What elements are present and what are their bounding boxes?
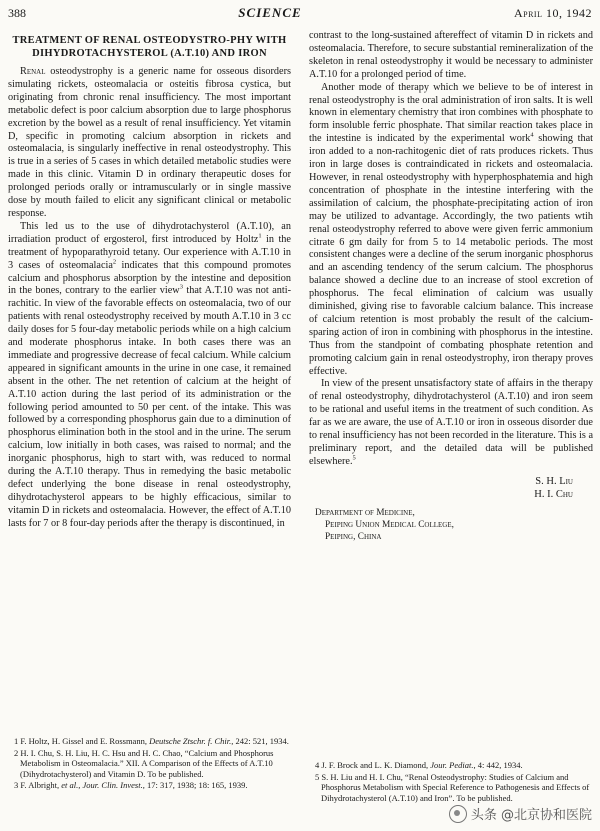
affiliation — [309, 507, 593, 543]
footnote-2: 2 H. I. Chu, S. H. Liu, H. C. Hsu and H. C. Chao, “Calcium and Phosphorus Metabolism in Osteomalacia.” XII. A Comparison of the Effects of A.T.10 (Dihydrotachysterol) and Vitamin D. To be published. — [14, 747, 274, 779]
footnotes-right — [309, 760, 593, 804]
watermark — [449, 804, 592, 823]
footnote-4: 4 J. F. Brock and L. K. Diamond, Jour. Pediat., 4: 442, 1934. — [315, 760, 523, 770]
issue-date: April 10, 1942 — [513, 5, 592, 20]
lead-word: Renal — [20, 66, 46, 77]
paragraph-4: In view of the present unsatisfactory state of affairs in the therapy of renal osteodystrophy, dihydrotachysterol (A.T.10) and iron seem to be rational and useful items in the treatment of such condition. As far as we are aware, the use of A.T.10 or iron in osseous disorder due to renal insufficiency has not been recorded in the literature. This is a preliminary report, and the detailed data will be published elsewhere.$^5$ — [309, 378, 593, 467]
footnote-1: 1 F. Holtz, H. Gissel and E. Rossmann, Deutsche Ztschr. f. Chir., 242: 521, 1934. — [14, 736, 289, 746]
affiliation-dept: Department of Medicine, — [315, 507, 415, 518]
paragraph-1: Renal osteodystrophy is a generic name for osseous disorders simulating rickets, osteomalacia or osteitis fibrosa cystica, but originating from chronic renal insufficiency. The most important metabolic defect is poor calcium absorption due to large phosphorus excretion by the bowel as a result of renal insufficiency. Yet vitamin D, specific in promoting calcium absorption in rickets and osteomalacia, is singularly ineffective in renal osteodystrophy. This is true in a series of 5 cases in which detailed metabolic studies were made in this clinic. Vitamin D in ordinary therapeutic doses for prolonged periods orally or intramuscularly or in single massive dose by mouth failed to elicit any significant clinical or metabolic response. — [8, 66, 291, 219]
paragraph-3: Another mode of therapy which we believe to be of interest in renal osteodystrophy is the oral administration of iron salts. It is well known in elementary chemistry that iron combines with phosphate to form insoluble ferric phosphate. That similar reaction takes place in the intestine is indicated by the experimental work$^4$ showing that iron added to a non-rachitogenic diet of rats produces rickets. Thus iron in large doses is contraindicated in rickets and osteomalacia. However, in renal osteodystrophy with hyperphosphatemia and high concentration of phosphate in the intestine interfering with the assimilation of calcium, the phosphate-precipitating action of iron may be utilized to advantage. Accordingly, the two patients wtih renal osteodystrophy referred to above were given ferric ammonium citrate 6 gm daily for from 5 to 14 metabolic periods. The most consistent changes were a decline of the serum inorganic phosphorus and an ascending tendency of the serum calcium. The phosphorus balance showed a decline due to an increase of stool excretion of phosphorus. The fecal elimination of calcium was usually diminished, giving rise to favorable calcium balance. This increase of calcium retention is most probably the result of the calcium-sparing action of iron in combining with phosphorus in the intestine. Thus from the standpoint of combating phosphate retention and promoting calcium gain in renal osteodystrophy, iron therapy proves effective. — [309, 81, 594, 377]
footnote-ref-3: 3 — [179, 284, 183, 291]
left-column — [8, 34, 291, 531]
right-column — [309, 30, 593, 543]
author-signature — [309, 475, 593, 501]
footnote-5: 5 S. H. Liu and H. I. Chu, “Renal Osteodystrophy: Studies of Calcium and Phosphorus Metabolism with Special Reference to Pathogenesis and Effects of Dihydrotachysterol (A.T.10) and Iron”. To be published. — [315, 771, 590, 803]
author-2: H. I. Chu — [534, 488, 573, 500]
footnote-ref-4: 4 — [530, 131, 534, 139]
watermark-text: 头条 @北京协和医院 — [470, 808, 592, 823]
article-title: TREATMENT OF RENAL OSTEODYSTRO-PHY WITH DIHYDROTACHYSTEROL (A.T.10) AND IRON — [12, 35, 287, 59]
page-number: 388 — [8, 5, 26, 20]
affiliation-city: Peiping, China — [325, 531, 382, 542]
author-1: S. H. Liu — [535, 475, 573, 487]
footnote-3: 3 F. Albright, et al., Jour. Clin. Invest., 17: 317, 1938; 18: 165, 1939. — [14, 780, 248, 791]
affiliation-college: Peiping Union Medical College, — [325, 519, 454, 530]
journal-name: SCIENCE — [238, 5, 302, 20]
footnote-ref-2: 2 — [112, 258, 117, 266]
page-header — [8, 4, 592, 22]
paragraph-2-continued: contrast to the long-sustained aftereffect of vitamin D in rickets and osteomalacia. Therefore, to secure substantial remineralization of the skeleton in renal osteodystrophy it would be necessary to administer A.T.10 for a prolonged period of time. — [309, 30, 593, 80]
footnotes-left — [8, 736, 291, 792]
footnote-ref-5: 5 — [352, 454, 356, 462]
watermark-logo-icon — [449, 805, 467, 823]
paragraph-2: This led us to the use of dihydrotachysterol (A.T.10), an irradiation product of ergosterol, first introduced by Holtz$^1$ in the treatment of hypoparathyroid tetany. Our experience with A.T.10 in 3 cases of osteomalacia$^2$ indicates that this compound promotes calcium and phosphorus absorption by the intestine and deposition in the bones, contrary to the earlier view$^3$ that A.T.10 was not anti-rachitic. In view of the favorable effects on osteomalacia, two of our patients with renal osteodystrophy received by mouth A.T.10 in 3 cc daily doses for 5 four-day metabolic periods while on a high calcium and moderate phosphorus intake. In both cases there was an immediate and progressive decrease of fecal calcium. While calcium appeared in significant amounts in the urine in one case, it remained absent in the other. The net retention of calcium at the height of A.T.10 action during the last period of its administration or the following period amounted to 50 per cent. of the intake. This was followed by a corresponding phosphorus gain due to a diminution of phosphorus elimination both in the stool and in the urine. The serum calcium, low initially in both cases, was raised to normal; and the inorganic phosphorus, high to start with, was reduced to normal during the A.T.10 therapy. Thus in remedying the basic metabolic defect underlying the bone disease in renal osteodystrophy, dihydrotachysterol appears to be highly efficacious, similar to vitamin D in rickets and osteomalacia. However, the effect of A.T.10 lasts for 7 or 8 four-day periods after the therapy is discontinued, in — [8, 220, 291, 529]
footnote-ref-1: 1 — [258, 232, 262, 240]
